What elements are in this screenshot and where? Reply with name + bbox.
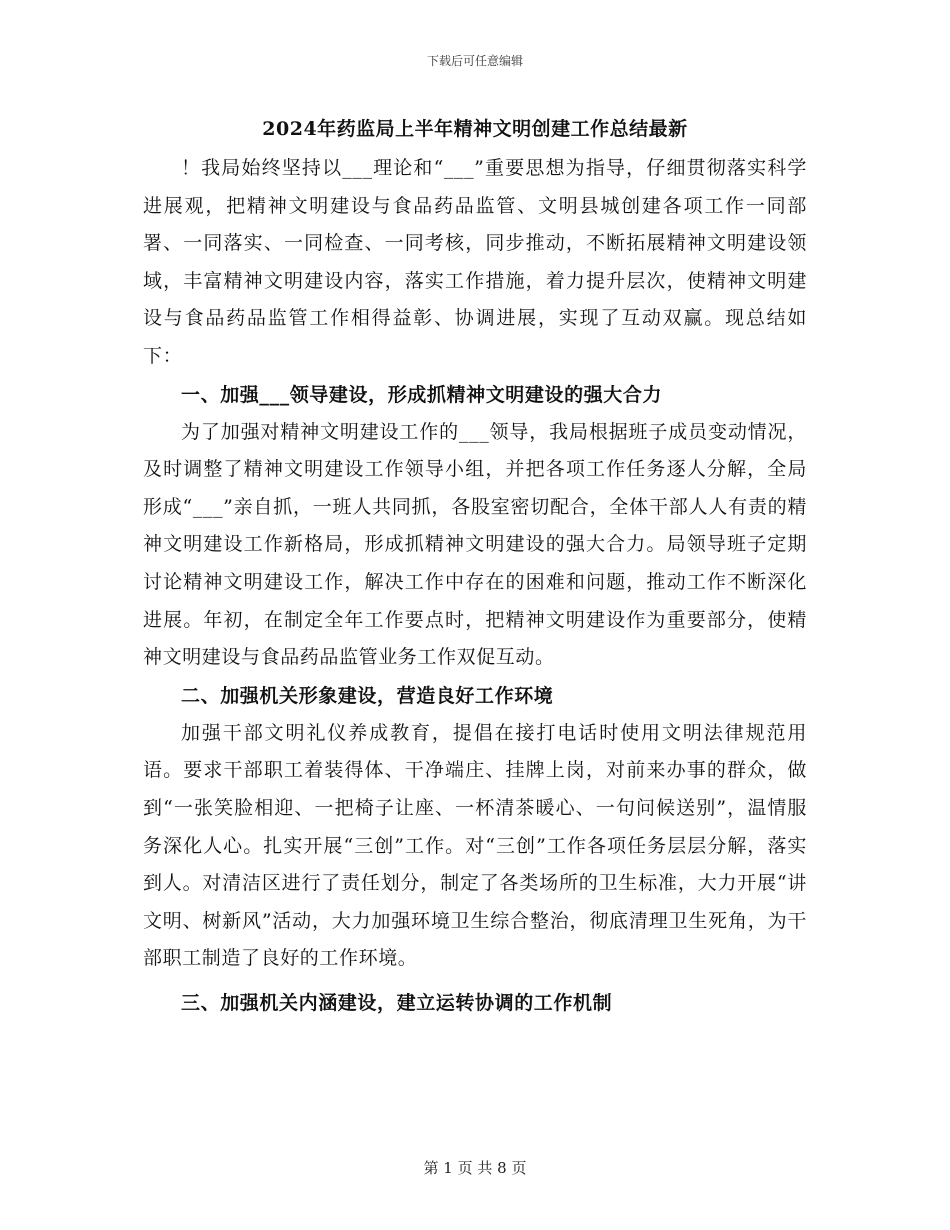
section-heading-3: 三、加强机关内涵建设，建立运转协调的工作机制 [181, 991, 613, 1014]
section-body-1: 为了加强对精神文明建设工作的___领导，我局根据班子成员变动情况，及时调整了精神文明建设工作领导小组，并把各项工作任务逐人分解，全局形成“___”亲自抓，一班人共同抓，各股室密切配合，全体干部人人有责的精神文明建设工作新格局，形成抓精神文明建设的强大合力。局领导班子定期讨论精神文明建设工作，解决工作中存在的困难和问题，推动工作不断深化进展。年初，在制定全年工作要点时，把精神文明建设作为重要部分，使精神文明建设与食品药品监管业务工作双促互动。 [143, 420, 807, 669]
document-body [143, 114, 807, 1022]
section-body-2: 加强干部文明礼仪养成教育，提倡在接打电话时使用文明法律规范用语。要求干部职工着装得体、干净端庄、挂牌上岗，对前来办事的群众，做到“一张笑脸相迎、一把椅子让座、一杯清茶暖心、一句问候送别”，温情服务深化人心。扎实开展“三创”工作。对“三创”工作各项任务层层分解，落实到人。对清洁区进行了责任划分，制定了各类场所的卫生标准，大力开展“讲文明、树新风”活动，大力加强环境卫生综合整治，彻底清理卫生死角，为干部职工制造了良好的工作环境。 [143, 721, 807, 970]
document-title: 2024年药监局上半年精神文明创建工作总结最新 [262, 118, 688, 140]
page-number: 第 1 页 共 8 页 [423, 1159, 527, 1177]
intro-paragraph: ！我局始终坚持以___理论和“___”重要思想为指导，仔细贯彻落实科学进展观，把精神文明建设与食品药品监管、文明县城创建各项工作一同部署、一同落实、一同检查、一同考核，同步推动，不断拓展精神文明建设领域，丰富精神文明建设内容，落实工作措施，着力提升层次，使精神文明建设与食品药品监管工作相得益彰、协调进展，实现了互动双赢。现总结如下： [143, 157, 807, 367]
section-heading-1: 一、加强___领导建设，形成抓精神文明建设的强大合力 [181, 383, 663, 406]
page-header: 下载后可任意编辑 [426, 54, 523, 68]
section-heading-2: 二、加强机关形象建设，营造良好工作环境 [181, 684, 554, 707]
